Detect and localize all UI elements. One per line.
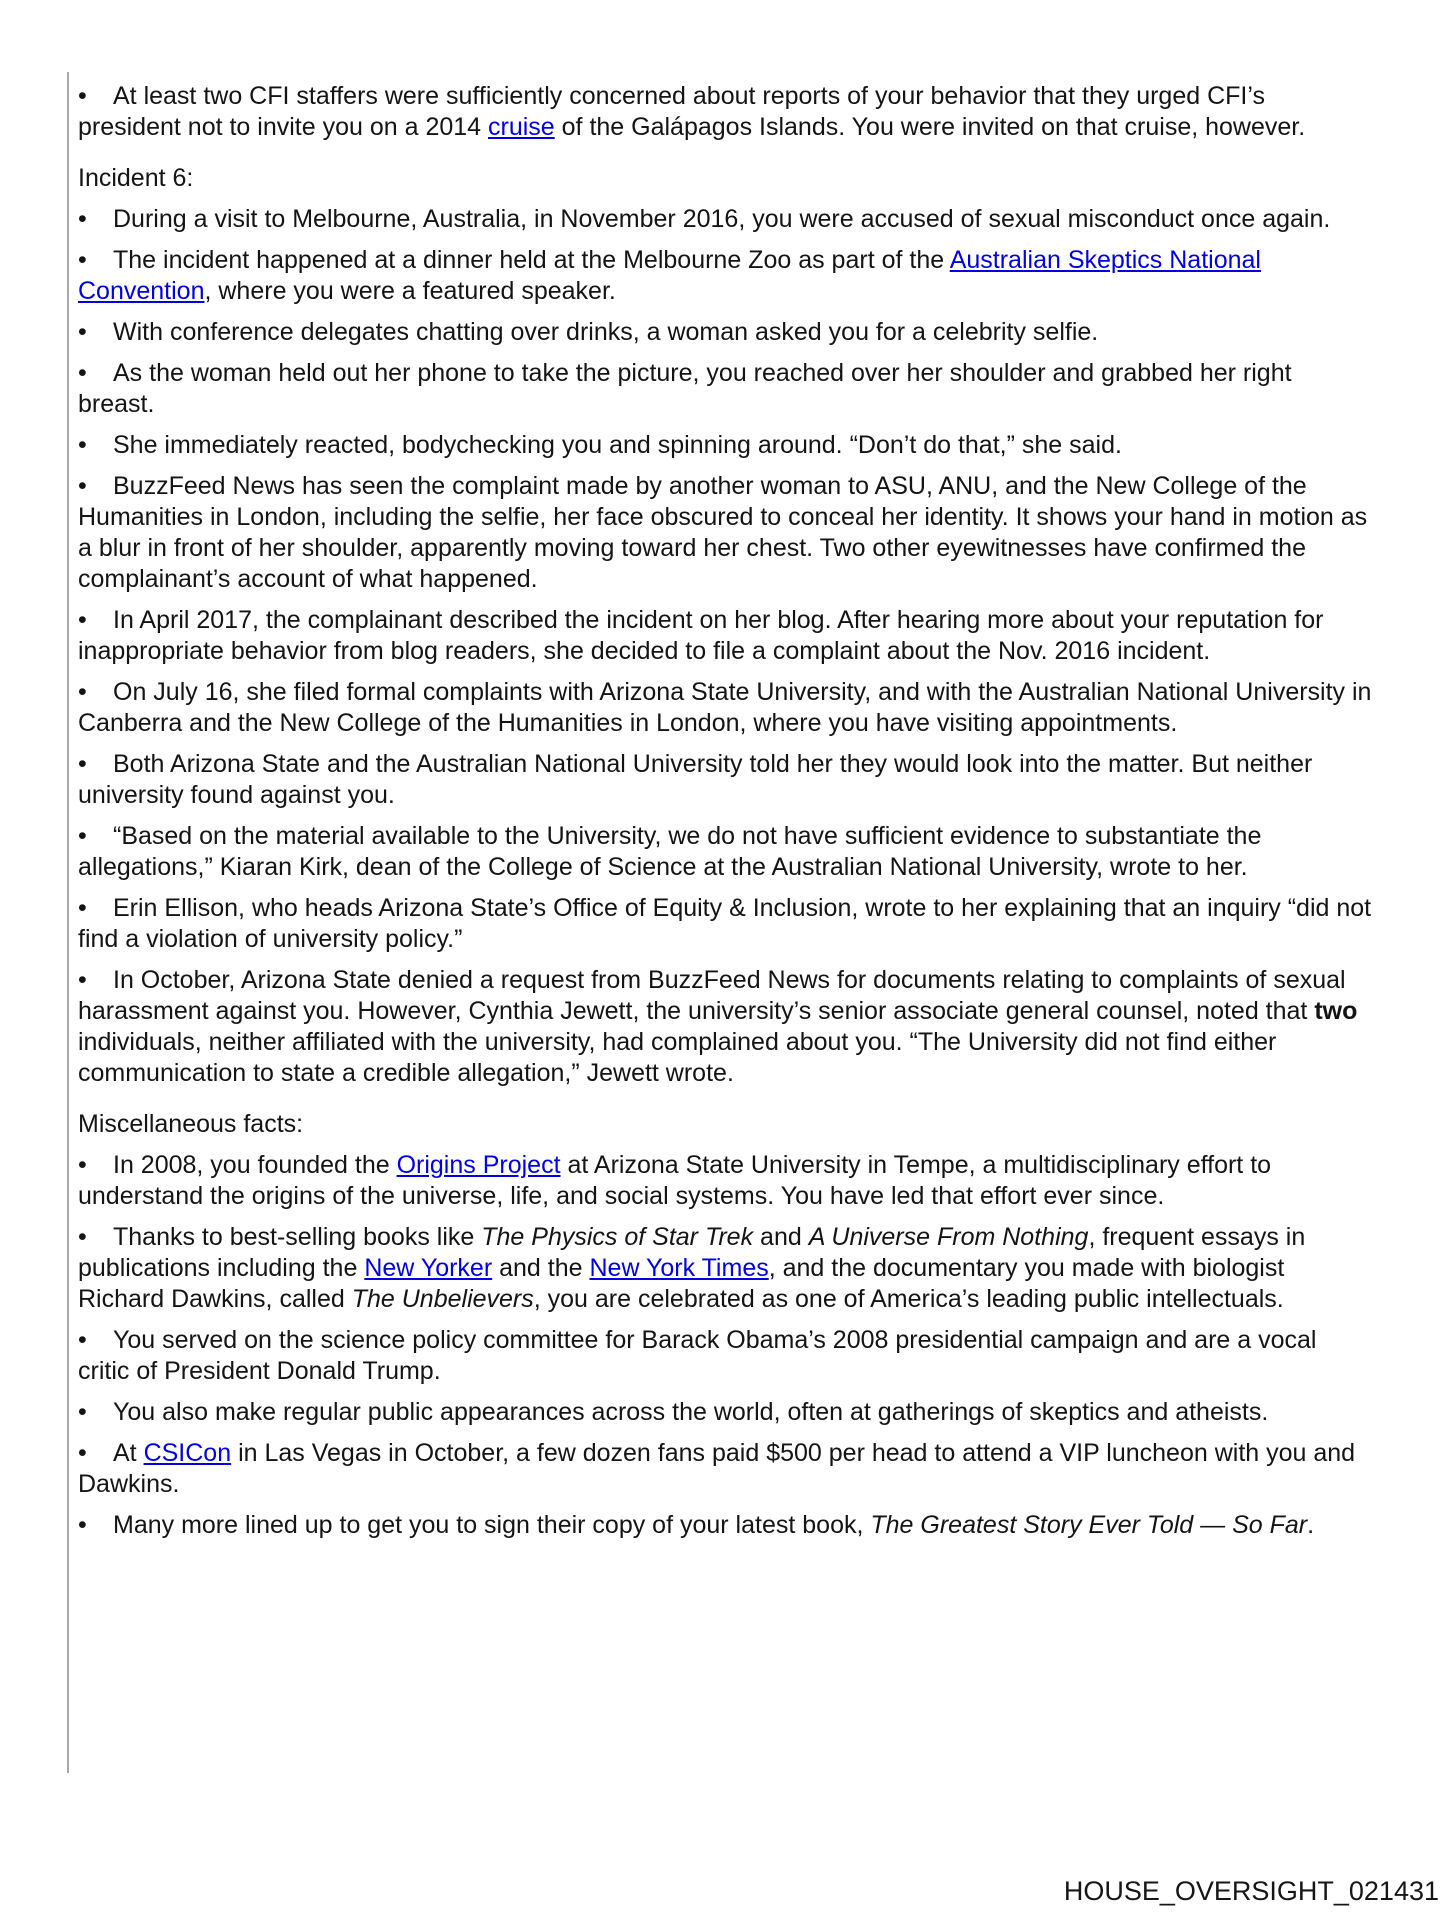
italic-text: The Unbelievers	[351, 1285, 534, 1313]
document-body	[78, 81, 1374, 1551]
hyperlink[interactable]: cruise	[488, 113, 555, 141]
bullet-marker-icon: •	[78, 82, 87, 110]
bullet-marker-icon: •	[78, 1151, 87, 1179]
text-run: Thanks to best-selling books like	[113, 1223, 482, 1251]
text-run: At least two CFI staffers were sufficiently concerned about reports of your behavior that they urged CFI’s president not to invite you on a 2014	[78, 82, 1265, 141]
italic-text: A Universe From Nothing	[808, 1223, 1089, 1251]
bullet-paragraph	[78, 893, 1374, 955]
bullet-paragraph	[78, 358, 1374, 420]
margin-change-bar	[67, 72, 69, 1773]
text-run: You also make regular public appearances across the world, often at gatherings of skeptics and atheists.	[113, 1398, 1269, 1426]
bullet-paragraph	[78, 1397, 1374, 1428]
bullet-paragraph	[78, 1325, 1374, 1387]
bullet-paragraph	[78, 430, 1374, 461]
bullet-paragraph	[78, 1222, 1374, 1315]
bold-text: two	[1314, 997, 1358, 1025]
text-run: She immediately reacted, bodychecking you and spinning around. “Don’t do that,” she said.	[113, 431, 1122, 459]
bullet-marker-icon: •	[78, 1223, 87, 1251]
bullet-paragraph	[78, 204, 1374, 235]
bullet-marker-icon: •	[78, 606, 87, 634]
italic-text: The Greatest Story Ever Told — So Far	[870, 1511, 1308, 1539]
text-run: , and the documentary you made with biologist Richard Dawkins, called	[78, 1254, 1285, 1313]
bullet-paragraph	[78, 1150, 1374, 1212]
bullet-marker-icon: •	[78, 1511, 87, 1539]
bullet-paragraph	[78, 471, 1374, 595]
bullet-marker-icon: •	[78, 1326, 87, 1354]
bullet-paragraph	[78, 81, 1374, 143]
text-run: You served on the science policy committee for Barack Obama’s 2008 presidential campaign and are a vocal critic of President Donald Trump.	[78, 1326, 1317, 1385]
text-run: As the woman held out her phone to take the picture, you reached over her shoulder and grabbed her right breast.	[78, 359, 1292, 418]
bullet-marker-icon: •	[78, 431, 87, 459]
text-run: Both Arizona State and the Australian National University told her they would look into the matter. But neither university found against you.	[78, 750, 1313, 809]
text-run: , where you were a featured speaker.	[204, 277, 616, 305]
bullet-paragraph	[78, 245, 1374, 307]
bates-stamp: HOUSE_OVERSIGHT_021431	[1063, 1876, 1439, 1906]
bullet-marker-icon: •	[78, 1398, 87, 1426]
bullet-marker-icon: •	[78, 894, 87, 922]
bullet-paragraph	[78, 965, 1374, 1089]
bullet-paragraph	[78, 1438, 1374, 1500]
text-run: In October, Arizona State denied a request from BuzzFeed News for documents relating to complaints of sexual harassment against you. However, Cynthia Jewett, the university’s senior associate general counsel, noted that	[78, 966, 1346, 1025]
text-run: “Based on the material available to the University, we do not have sufficient evidence to substantiate the allegations,” Kiaran Kirk, dean of the College of Science at the Australian National University, wrote to her.	[78, 822, 1262, 881]
text-run: in Las Vegas in October, a few dozen fans paid $500 per head to attend a VIP luncheon with you and Dawkins.	[78, 1439, 1356, 1498]
italic-text: The Physics of Star Trek	[481, 1223, 754, 1251]
bullet-paragraph	[78, 677, 1374, 739]
bullet-marker-icon: •	[78, 318, 87, 346]
text-run: With conference delegates chatting over drinks, a woman asked you for a celebrity selfie.	[113, 318, 1099, 346]
hyperlink[interactable]: New Yorker	[364, 1254, 493, 1282]
text-run: In 2008, you founded the	[113, 1151, 397, 1179]
text-run: and	[753, 1223, 809, 1251]
text-run: The incident happened at a dinner held at the Melbourne Zoo as part of the	[113, 246, 950, 274]
bullet-paragraph	[78, 317, 1374, 348]
bullet-paragraph	[78, 605, 1374, 667]
bullet-marker-icon: •	[78, 822, 87, 850]
hyperlink[interactable]: CSICon	[143, 1439, 232, 1467]
bullet-paragraph	[78, 749, 1374, 811]
bullet-marker-icon: •	[78, 966, 87, 994]
bullet-marker-icon: •	[78, 1439, 87, 1467]
bullet-marker-icon: •	[78, 246, 87, 274]
text-run: and the	[492, 1254, 590, 1282]
text-run: at Arizona State University in Tempe, a multidisciplinary effort to understand the origins of the universe, life, and social systems. You have led that effort ever since.	[78, 1151, 1272, 1210]
text-run: Incident 6:	[78, 164, 194, 192]
text-run: During a visit to Melbourne, Australia, in November 2016, you were accused of sexual misconduct once again.	[113, 205, 1331, 233]
bullet-marker-icon: •	[78, 359, 87, 387]
text-run: of the Galápagos Islands. You were invited on that cruise, however.	[554, 113, 1306, 141]
text-run: Miscellaneous facts:	[78, 1110, 304, 1138]
hyperlink[interactable]: New York Times	[589, 1254, 769, 1282]
text-run: BuzzFeed News has seen the complaint made by another woman to ASU, ANU, and the New College of the Humanities in London, including the selfie, her face obscured to conceal her identity. It shows your hand in motion as a blur in front of her shoulder, apparently moving toward her chest. Two other eyewitnesses have confirmed the complainant’s account of what happened.	[78, 472, 1368, 593]
bullet-marker-icon: •	[78, 205, 87, 233]
text-run: In April 2017, the complainant described the incident on her blog. After hearing more about your reputation for inappropriate behavior from blog readers, she decided to file a complaint about the Nov. 2016 incident.	[78, 606, 1324, 665]
text-run: On July 16, she filed formal complaints with Arizona State University, and with the Australian National University in Canberra and the New College of the Humanities in London, where you have visiting appointments.	[78, 678, 1372, 737]
bullet-paragraph	[78, 821, 1374, 883]
bullet-marker-icon: •	[78, 750, 87, 778]
bullet-paragraph	[78, 1510, 1374, 1541]
section-heading	[78, 1109, 1374, 1140]
text-run: , frequent essays in publications including the	[78, 1223, 1306, 1282]
text-run: Many more lined up to get you to sign their copy of your latest book,	[113, 1511, 871, 1539]
text-run: individuals, neither affiliated with the university, had complained about you. “The University did not find either communication to state a credible allegation,” Jewett wrote.	[78, 1028, 1277, 1087]
bullet-marker-icon: •	[78, 472, 87, 500]
hyperlink[interactable]: Australian Skeptics National Convention	[78, 246, 1261, 305]
text-run: Erin Ellison, who heads Arizona State’s Office of Equity & Inclusion, wrote to her explaining that an inquiry “did not find a violation of university policy.”	[78, 894, 1372, 953]
section-heading	[78, 163, 1374, 194]
text-run: At	[113, 1439, 144, 1467]
hyperlink[interactable]: Origins Project	[396, 1151, 561, 1179]
text-run: , you are celebrated as one of America’s leading public intellectuals.	[533, 1285, 1284, 1313]
bullet-marker-icon: •	[78, 678, 87, 706]
text-run: .	[1307, 1511, 1315, 1539]
